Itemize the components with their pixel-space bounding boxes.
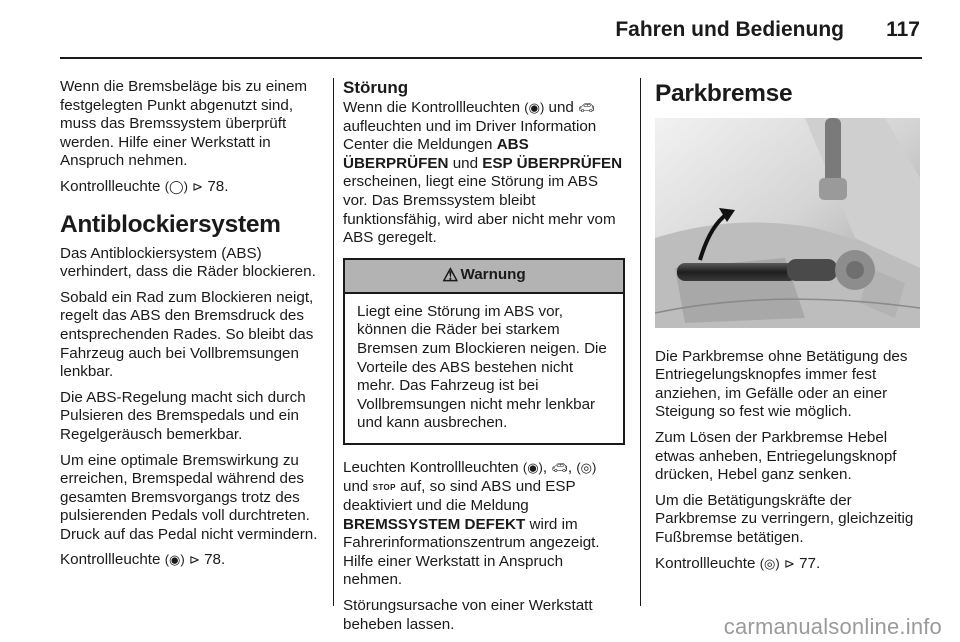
subsection-heading: Störung — [343, 78, 409, 97]
section-heading: Antiblockiersystem — [60, 210, 281, 238]
stop-icon: STOP — [372, 482, 396, 492]
section-heading: Parkbremse — [655, 80, 793, 107]
paragraph: Die ABS-Regelung macht sich durch Pulsieren des Bremspedals und ein Regelgeräusch bemerkbar. — [60, 388, 306, 443]
cross-reference: Kontrollleuchte (◉) ⊳ 78. — [60, 551, 226, 569]
paragraph: Sobald ein Rad zum Blockieren neigt, regelt das ABS den Bremsdruck des entsprechenden Rades. So bleibt das Fahrzeug auch bei Vollbremsungen lenkbar. — [60, 288, 314, 381]
paragraph: Leuchten Kontrollleuchten (◉), 🚗︎, (◎) und STOP auf, so sind ABS und ESP deaktiviert und die Meldung BREMSSYSTEM DEFEKT wird im Fahrerinformationszentrum angezeigt. Hilfe einer Werkstatt in Anspruch nehmen. — [343, 458, 600, 589]
page-reference-arrow-icon[interactable]: ⊳ — [192, 178, 204, 194]
esp-icon: 🚗︎ — [578, 100, 595, 115]
brake-system-icon: (◎) — [576, 459, 597, 475]
abs-warning-icon: (◉) — [164, 552, 185, 568]
parking-brake-photo — [655, 118, 920, 328]
cross-reference: Kontrollleuchte (◎) ⊳ 77. — [655, 554, 821, 572]
paragraph: Um die Betätigungskräfte der Parkbremse zu verringern, gleichzeitig Fußbremse betätigen. — [655, 491, 914, 546]
cross-reference: Kontrollleuchte (◯) ⊳ 78. — [60, 177, 229, 195]
column-2 — [343, 78, 625, 641]
page-reference-arrow-icon[interactable]: ⊳ — [188, 552, 200, 568]
paragraph: Um eine optimale Bremswirkung zu erreichen, Bremspedal während des gesamten Bremsvorgangs trotz des pulsierenden Pedals voll durchtreten. Druck auf das Pedal nicht vermindern. — [60, 451, 318, 543]
brake-pad-wear-icon: (◯) — [164, 178, 188, 194]
warning-text: Liegt eine Störung im ABS vor, können die Räder bei starkem Bremsen zum Blockieren neigen. Die Vorteile des ABS bestehen nicht mehr. Das Fahrzeug ist bei Vollbremsungen nicht mehr lenkbar und kann ausbrechen. — [357, 302, 607, 432]
paragraph: Störungsursache von einer Werkstatt beheben lassen. — [343, 597, 593, 633]
paragraph: Wenn die Kontrollleuchten (◉) und 🚗︎ aufleuchten und im Driver Information Center die Meldungen ABS ÜBERPRÜFEN und ESP ÜBERPRÜFEN erscheinen, liegt eine Störung im ABS vor. Das Bremssystem bleibt funktionsfähig, wird aber nicht mehr vom ABS geregelt. — [343, 99, 623, 247]
esp-icon: 🚗︎ — [551, 459, 568, 475]
header-title: Fahren und Bedienung — [615, 18, 844, 41]
page-reference-arrow-icon[interactable]: ⊳ — [783, 555, 795, 571]
paragraph: Zum Lösen der Parkbremse Hebel etwas anheben, Entriegelungsknopf drücken, Hebel ganz senken. — [655, 428, 897, 484]
page-number: 117 — [886, 18, 920, 41]
warning-triangle-icon: ⚠ — [442, 265, 459, 286]
watermark: carmanualsonline.info — [723, 614, 942, 639]
column-divider-1 — [333, 78, 334, 606]
paragraph: Wenn die Bremsbeläge bis zu einem festgelegten Punkt abgenutzt sind, muss das Bremssystem überprüft werden. Hilfe einer Werkstatt in Anspruch nehmen. — [60, 78, 308, 170]
warning-header: ⚠ Warnung — [345, 260, 623, 294]
warning-box — [343, 258, 625, 445]
paragraph: Das Antiblockiersystem (ABS) verhindert, dass die Räder blockieren. — [60, 244, 316, 281]
column-3 — [655, 78, 923, 580]
page-header — [0, 0, 960, 58]
column-1 — [60, 78, 326, 577]
column-divider-2 — [640, 78, 641, 606]
abs-warning-icon: (◉) — [522, 459, 543, 475]
header-rule — [60, 57, 922, 59]
brake-system-icon: (◎) — [759, 555, 780, 571]
abs-warning-icon: (◉) — [524, 100, 545, 115]
paragraph: Die Parkbremse ohne Betätigung des Entriegelungsknopfes immer fest anziehen, im Gefälle oder an einer Steigung so fest wie möglich. — [655, 347, 908, 421]
